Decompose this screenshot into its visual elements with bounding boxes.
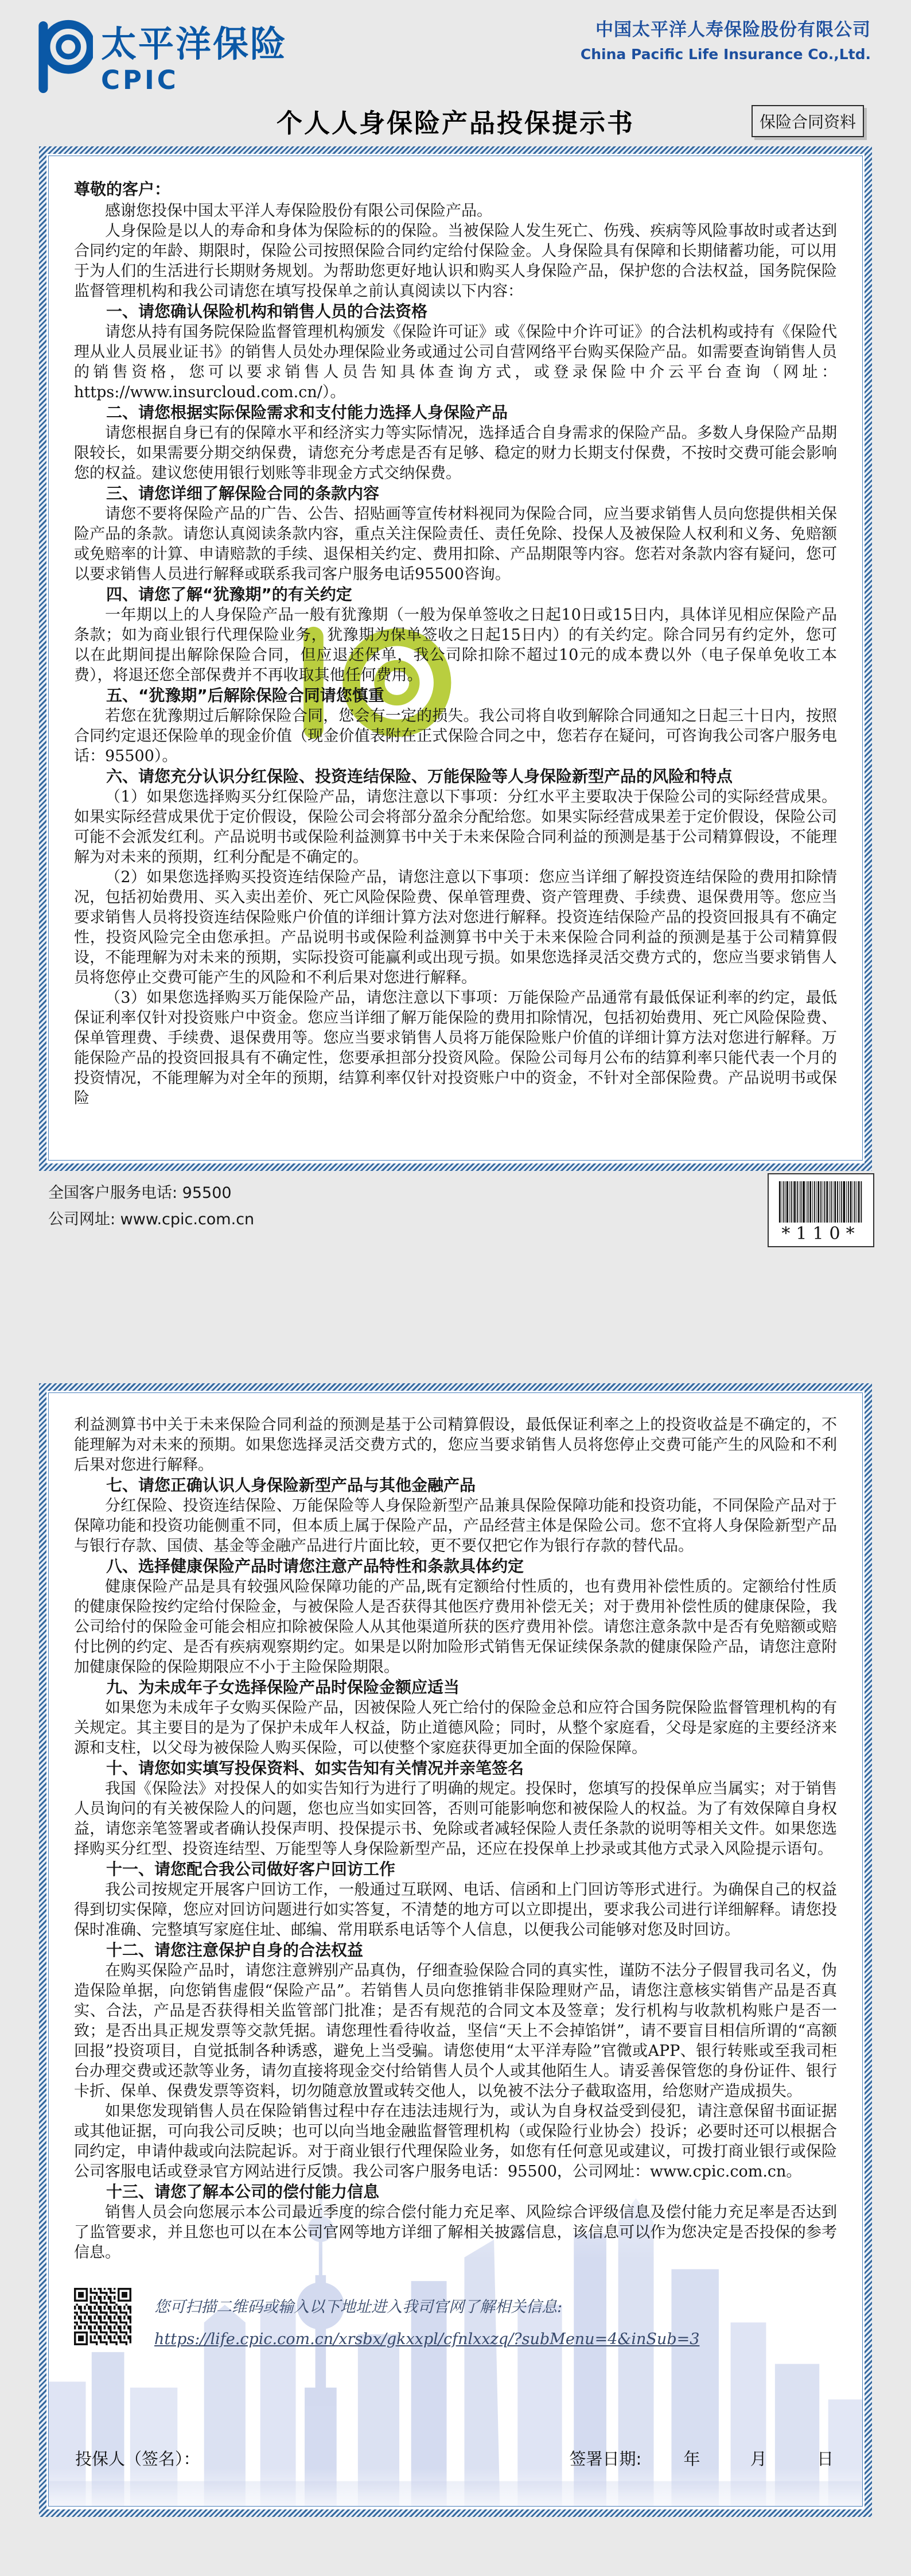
qr-section xyxy=(74,2288,837,2356)
cpic-logo xyxy=(36,11,287,99)
paragraph: 一年期以上的人身保险产品一般有犹豫期（一般为保单签收之日起10日或15日内，具体详见相应保险产品条款；如为商业银行代理保险业务，犹豫期为保单签收之日起15日内）的有关约定。除合同另有约定外，您可以在此期间提出解除保险合同，但应退还保单，我公司除扣除不超过10元的成本费以外（电子保单免收工本费），将退还您全部保费并不再收取其他任何费用。 xyxy=(74,606,837,684)
qr-code-image xyxy=(74,2288,131,2345)
disclosure-url: https://life.cpic.com.cn/xrsbx/gkxxpl/cfnlxxzq/?subMenu=4&inSub=3 xyxy=(154,2330,700,2348)
contract-material-tag: 保险合同资料 xyxy=(752,105,864,137)
section-heading-12: 十二、请您注意保护自身的合法权益 xyxy=(106,1941,364,1960)
section-heading-8: 八、选择健康保险产品时请您注意产品特性和条款具体约定 xyxy=(106,1557,524,1576)
between-pages-strip xyxy=(0,1171,911,1383)
section-heading-3: 三、请您详细了解保险合同的条款内容 xyxy=(106,484,380,503)
month-label: 月 xyxy=(750,2449,767,2469)
company-name-en: China Pacific Life Insurance Co.,Ltd. xyxy=(580,46,871,63)
section-heading-1: 一、请您确认保险机构和销售人员的合法资格 xyxy=(106,302,428,321)
paragraph: 销售人员会向您展示本公司最近季度的综合偿付能力充足率、风险综合评级信息及偿付能力充足率是否达到了监管要求，并且您也可以在本公司官网等地方详细了解相关披露信息，该信息可以作为您决定是否投保的参考信息。 xyxy=(74,2203,837,2261)
paragraph: （1）如果您选择购买分红保险产品，请您注意以下事项：分红水平主要取决于保险公司的实际经营成果。如果实际经营成果优于定价假设，保险公司会将部分盈余分配给您。如果实际经营成果差于定价假设，保险公司可能不会派发红利。产品说明书或保险利益测算书中关于未来保险合同利益的预测是基于公司精算假设，不能理解为对未来的预期，红利分配是不确定的。 xyxy=(74,788,837,866)
section-heading-9: 九、为未成年子女选择保险产品时保险金额应适当 xyxy=(106,1678,460,1697)
paragraph: 请您不要将保险产品的广告、公告、招贴画等宣传材料视同为保险合同，应当要求销售人员向您提供相关保险产品的条款。请您认真阅读条款内容，重点关注保险责任、责任免除、投保人及被保险人权利和义务、免赔额或免赔率的计算、申请赔款的手续、退保相关约定、费用扣除、产品期限等内容。您若对条款内容有疑问，您可以要求销售人员进行解释或联系我司客户服务电话95500咨询。 xyxy=(74,505,837,583)
paragraph: （2）如果您选择购买投资连结保险产品，请您注意以下事项：您应当详细了解投资连结保险的费用扣除情况，包括初始费用、买入卖出差价、死亡风险保险费、保单管理费、资产管理费、手续费、退保费用等。您应当要求销售人员将投资连结保险账户价值的详细计算方法对您进行解释。投资连结保险产品的投资回报具有不确定性，投资风险完全由您承担。产品说明书或保险利益测算书中关于未来保险合同利益的预测是基于公司精算假设，不能理解为对未来的预期，实际投资可能赢利或出现亏损。如果您选择灵活交费方式的，您应当要求销售人员将您停止交费可能产生的风险和不利后果对您进行解释。 xyxy=(74,868,837,987)
section-heading-10: 十、请您如实填写投保资料、如实告知有关情况并亲笔签名 xyxy=(106,1759,524,1778)
paragraph: 请您从持有国务院保险监督管理机构颁发《保险许可证》或《保险中介许可证》的合法机构或持有《保险代理从业人员展业证书》的销售人员处办理保险业务或通过公司自营网络平台购买保险产品。如需要查询销售人员的销售资格，您可以要求销售人员告知具体查询方式，或登录保险中介云平台查询（网址：https://www.insurcloud.com.cn/）。 xyxy=(74,323,837,401)
section-heading-11: 十一、请您配合我公司做好客户回访工作 xyxy=(106,1860,396,1879)
policyholder-signature-label: 投保人（签名）： xyxy=(75,2449,200,2469)
continued-paragraph: 利益测算书中关于未来保险合同利益的预测是基于公司精算假设，最低保证利率之上的投资收益是不确定的，不能理解为对未来的预期。如果您选择灵活交费方式的，您应当要求销售人员将您停止交费可能产生的风险和不利后果对您进行解释。 xyxy=(74,1416,837,1474)
page-1-content xyxy=(74,178,837,1108)
page-2-inner xyxy=(48,1392,863,2507)
sign-date-fields xyxy=(570,2449,834,2469)
page-1 xyxy=(39,146,872,1171)
section-heading-13: 十三、请您了解本公司的偿付能力信息 xyxy=(106,2182,380,2201)
company-name xyxy=(581,15,871,63)
salutation: 尊敬的客户： xyxy=(74,180,171,199)
paragraph: 如果您为未成年子女购买保险产品，因被保险人死亡给付的保险金总和应符合国务院保险监督管理机构的有关规定。其主要目的是为了保护未成年人权益，防止道德风险；同时，从整个家庭看，父母是家庭的主要经济来源和支柱，以父母为被保险人购买保险，可以使整个家庭获得更加全面的保险保障。 xyxy=(74,1699,837,1757)
paragraph: 我公司按规定开展客户回访工作，一般通过互联网、电话、信函和上门回访等形式进行。为确保自己的权益得到切实保障，您应对回访问题进行如实答复，不清楚的地方可以立即提出，要求我公司进行详细解释。请您投保时准确、完整填写家庭住址、邮编、常用联系电话等个人信息，以便我公司能够对您及时回访。 xyxy=(74,1881,837,1939)
paragraph: 人身保险是以人的寿命和身体为保险标的的保险。当被保险人发生死亡、伤残、疾病等风险事故时或者达到合同约定的年龄、期限时，保险公司按照保险合同约定给付保险金。人身保险具有保障和长期储蓄功能，可以用于为人们的生活进行长期财务规划。为帮助您更好地认识和购买人身保险产品，保护您的合法权益，国务院保险监督管理机构和我公司请您在填写投保单之前认真阅读以下内容： xyxy=(74,222,837,300)
date-label: 签署日期: xyxy=(569,2449,642,2469)
section-heading-2: 二、请您根据实际保险需求和支付能力选择人身保险产品 xyxy=(106,403,508,422)
cpic-logo-icon xyxy=(36,11,93,99)
company-name-cn: 中国太平洋人寿保险股份有限公司 xyxy=(595,20,871,40)
brand-name-cn: 太平洋保险 xyxy=(101,23,288,65)
document-header xyxy=(0,0,911,146)
paragraph: 我国《保险法》对投保人的如实告知行为进行了明确的规定。投保时，您填写的投保单应当属实；对于销售人员询问的有关被保险人的问题，您也应当如实回答，否则可能影响您和被保险人的权益。为了有效保障自身权益，请您亲笔签署或者确认投保声明、投保提示书、免除或者减轻保险人责任条款的说明等相关文件。如果您选择购买分红型、投资连结型、万能型等人身保险新型产品，还应在投保单上抄录或其他方式录入风险提示语句。 xyxy=(74,1780,837,1858)
paragraph: 若您在犹豫期过后解除保险合同，您会有一定的损失。我公司将自收到解除合同通知之日起三十日内，按照合同约定退还保险单的现金价值（现金价值表附在正式保险合同之中，您若存在疑问，可咨询我公司客户服务电话：95500）。 xyxy=(74,707,837,765)
barcode-image xyxy=(778,1181,864,1223)
paragraph: 在购买保险产品时，请您注意辨别产品真伪，仔细查验保险合同的真实性，谨防不法分子假冒我司名义，伪造保险单据，向您销售虚假“保险产品”。若销售人员向您推销非保险理财产品，请您注意核实销售产品是否真实、合法，产品是否获得相关监管部门批准；是否有规范的合同文本及签章；发行机构与收款机构账户是否一致；是否出具正规发票等交款凭据。请您理性看待收益，坚信“天上不会掉馅饼”，请不要盲目相信所谓的“高额回报”投资项目，自觉抵制各种诱惑，避免上当受骗。请您使用“太平洋寿险”官微或APP、银行转账或至我司柜台办理交费或还款等业务，请勿直接将现金交付给销售人员个人或其他陌生人。请妥善保管您的身份证件、银行卡折、保单、保费发票等资料，切勿随意放置或转交他人，以免被不法分子截取盗用，给您财产造成损失。 xyxy=(74,1962,837,2100)
page-2 xyxy=(39,1383,872,2517)
qr-note: 您可扫描二维码或输入以下地址进入我司官网了解相关信息: xyxy=(154,2298,563,2316)
barcode-box xyxy=(768,1173,874,1247)
day-label: 日 xyxy=(816,2449,834,2469)
service-phone-line: 全国客户服务电话: 95500 xyxy=(48,1184,232,1202)
section-heading-5: 五、“犹豫期”后解除保险合同请您慎重 xyxy=(106,686,384,705)
year-label: 年 xyxy=(683,2449,700,2469)
page-2-content xyxy=(74,1415,837,2492)
paragraph: （3）如果您选择购买万能保险产品，请您注意以下事项：万能保险产品通常有最低保证利率的约定，最低保证利率仅针对投资账户中资金。您应当详细了解万能保险的费用扣除情况，包括初始费用、死亡风险保险费、保单管理费、手续费、退保费用等。您应当要求销售人员将万能保险账户价值的详细计算方法对您进行解释。万能保险产品的投资回报具有不确定性，您要承担部分投资风险。保险公司每月公布的结算利率只能代表一个月的投资情况，不能理解为对全年的预期，结算利率仅针对投资账户中的资金，不针对全部保险费。产品说明书或保险 xyxy=(74,989,837,1107)
paragraph: 健康保险产品是具有较强风险保障功能的产品,既有定额给付性质的，也有费用补偿性质的。定额给付性质的健康保险按约定给付保险金，与被保险人是否获得其他医疗费用补偿无关；对于费用补偿性质的健康保险，我公司给付的保险金可能会相应扣除被保险人从其他渠道所获的医疗费用补偿。请您注意条款中是否有免赔额或赔付比例的约定、是否有疾病观察期约定。如果是以附加险形式销售无保证续保条款的健康保险产品，请您注意附加健康保险的保险期限应不小于主险保险期限。 xyxy=(74,1578,837,1676)
section-heading-4: 四、请您了解“犹豫期”的有关约定 xyxy=(106,585,352,604)
paragraph: 请您根据自身已有的保障水平和经济实力等实际情况，选择适合自身需求的保险产品。多数人身保险产品期限较长，如果需要分期交纳保费，请您充分考虑是否有足够、稳定的财力长期支付保费，不按时交费可能会影响您的权益。建议您使用银行划账等非现金方式交纳保费。 xyxy=(74,424,837,482)
section-heading-7: 七、请您正确认识人身保险新型产品与其他金融产品 xyxy=(106,1476,476,1495)
brand-name-en: CPIC xyxy=(101,65,179,96)
barcode-text: *110* xyxy=(781,1224,861,1244)
paragraph: 感谢您投保中国太平洋人寿保险股份有限公司保险产品。 xyxy=(105,202,492,220)
section-heading-6: 六、请您充分认识分红保险、投资连结保险、万能保险等人身保险新型产品的风险和特点 xyxy=(106,767,733,786)
page-title: 个人人身保险产品投保提示书 xyxy=(276,108,634,138)
website-line: 公司网址: www.cpic.com.cn xyxy=(48,1211,255,1228)
paragraph: 如果您发现销售人员在保险销售过程中存在违法违规行为，或认为自身权益受到侵犯，请注意保留书面证据或其他证据，可向我公司反映；也可以向当地金融监督管理机构（或保险行业协会）投诉；必要时还可以根据合同约定，申请仲裁或向法院起诉。对于商业银行代理保险业务，如您有任何意见或建议，可拨打商业银行或保险公司客服电话或登录官方网站进行反馈。我公司客户服务电话：95500，公司网址：www.cpic.com.cn。 xyxy=(74,2102,837,2181)
paragraph: 分红保险、投资连结保险、万能保险等人身保险新型产品兼具保险保障功能和投资功能，不同保险产品对于保障功能和投资功能侧重不同，但本质上属于保险产品，产品经营主体是保险公司。您不宜将人身保险新型产品与银行存款、国债、基金等金融产品进行片面比较，更不要仅把它作为银行存款的替代品。 xyxy=(74,1497,837,1555)
page-1-inner xyxy=(48,156,863,1161)
signature-row xyxy=(74,2449,837,2492)
